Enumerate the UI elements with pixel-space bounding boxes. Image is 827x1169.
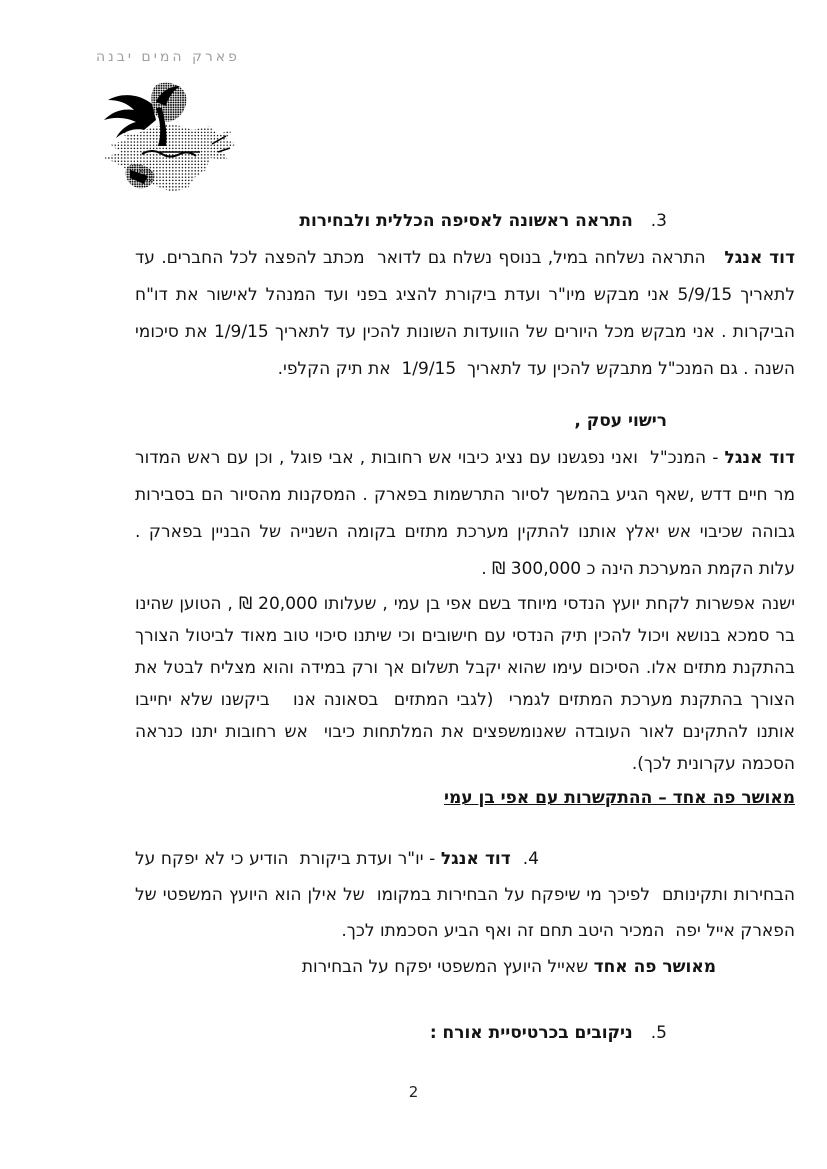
document-body [135, 203, 795, 1052]
resolution-text: שאייל היועץ המשפטי יפקח על הבחירות [301, 957, 594, 977]
speaker-name: דוד אנגל [724, 448, 796, 468]
speaker-name: דוד אנגל [440, 849, 511, 869]
section-4-number: 4. [522, 849, 539, 869]
section-rishui-paragraph-2: ישנה אפשרות לקחת יועץ הנדסי מיוחד בשם אפי בן עמי , שעלותו 20,000 ₪ , הטוען שהינו בר סמכא בנושא ויכול להכין תיק הנדסי עם חישובים וכי שיתנו סיכוי טוב מאוד לביטול הצורך בהתקנת מתזים אלו. הסיכום עימו שהוא יקבל תשלום אך ורק במידה והוא מצליח לבטל את הצורך בהתקנת מערכת המתזים לגמרי (לגבי המתזים בסאונה אנו ביקשנו שלא יחייבו אותנו להתקינם לאור העובדה שאנומשפצים את המלתחות כיבוי אש רחובות יתנו כנראה הסכמה עקרונית לכך). [135, 594, 796, 774]
resolution-lead: מאושר פה אחד [593, 957, 716, 977]
resolution-section-4 [135, 949, 795, 985]
watermark-title: פארק המים יבנה [96, 49, 240, 65]
section-3-heading: התראה ראשונה לאסיפה הכללית ולבחירות [299, 211, 633, 231]
paragraph-text: - יו"ר ועדת ביקורת הודיע כי לא יפקח על הבחירות ותקינותם לפיכך מי שיפקח על הבחירות במקומו של אילן הוא היועץ המשפטי של הפארק אייל יפה המכיר היטב תחם זה ואף הביע הסכמתו לכך. [135, 849, 795, 941]
section-5-number: 5. [650, 1023, 667, 1043]
resolution-rishui: מאושר פה אחד – ההתקשרות עם אפי בן עמי [443, 788, 795, 808]
paragraph-text: - המנכ"ל ואני נפגשנו עם נציג כיבוי אש רחובות , אבי פוגל , וכן עם ראש המדור מר חיים דדש ,שאף הגיע בהמשך לסיור התרשמות בפארק . המסקנות מהסיור הם בסבירות גבוהה שכיבוי אש יאלץ אותנו להתקין מערכת מתזים בקומה השנייה של הבניין בפארק . עלות הקמת המערכת הינה כ 300,000 ₪ . [135, 448, 795, 579]
park-logo-icon [98, 80, 246, 198]
section-3-number: 3. [650, 211, 667, 231]
section-rishui-heading: רישוי עסק , [574, 411, 667, 431]
section-5-heading: ניקובים בכרטיסיית אורח : [429, 1023, 633, 1043]
speaker-name: דוד אנגל [724, 248, 795, 268]
section-4-paragraph [135, 841, 795, 949]
section-3-heading-row [135, 203, 795, 240]
section-5-heading-row [135, 1015, 795, 1052]
paragraph-text: התראה נשלחה במיל, בנוסף נשלח גם לדואר מכתב להפצה לכל החברים. עד לתאריך 5/9/15 אני מבקש מיו"ר ועדת ביקורת להציג בפני ועד המנהל לאישור את דו"ח הביקרות . אני מבקש מכל היורים של הוועדות השונות להכין עד לתאריך 1/9/15 את סיכומי השנה . גם המנכ"ל מתבקש להכין עד לתאריך 1/9/15 את תיק הקלפי. [135, 248, 795, 379]
page-number: 2 [408, 1083, 419, 1101]
section-rishui-paragraph-1 [135, 440, 795, 588]
section-3-paragraph [135, 240, 795, 388]
